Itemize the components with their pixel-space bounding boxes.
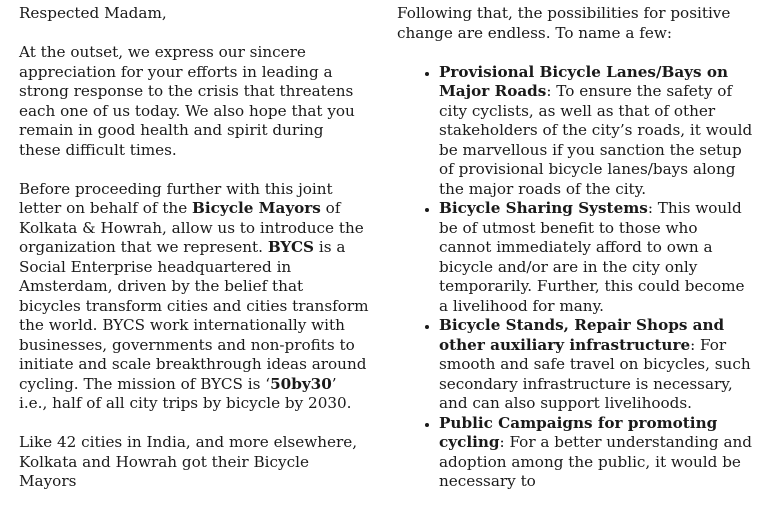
salutation: Respected Madam, (19, 4, 167, 22)
list-item-text: : For a better understanding and adoption among the public, it would be necessary to (439, 433, 753, 490)
list-item (439, 63, 753, 200)
intro-text-4: ’ i.e., half of all city trips by bicycle by 2030. (19, 374, 352, 412)
list-item-text: : To ensure the safety of city cyclists, as well as that of other stakeholders of the city’s roads, it would be marvellous if you sanction the setup of provisional bicycle lanes/bays along the major roads of the city. (439, 82, 753, 198)
intro-text-3: is a Social Enterprise headquartered in Amsterdam, driven by the belief that bicycles transform cities and cities transform the world. BYCS work internationally with businesses, governments and non-profits to initiate and scale breakthrough ideas around cycling. The mission of BYCS is ‘ (19, 238, 369, 393)
list-item-text: : For smooth and safe travel on bicycles, such secondary infrastructure is necessary, and can also support livelihoods. (439, 335, 751, 412)
list-item-text: : This would be of utmost benefit to those who cannot immediately afford to own a bicycle and/or are in the city only temporarily. Further, this could become a livelihood for many. (439, 199, 745, 315)
intro-text-1: Before proceeding further with this joint letter on behalf of the (19, 179, 333, 217)
list-item-title: Provisional Bicycle Lanes/Bays on Major Roads (439, 62, 729, 100)
cities-text-cut: Kolkata and Howrah got their Bicycle Mayors (19, 452, 309, 490)
paragraph-cities (19, 433, 369, 492)
right-column (397, 4, 753, 492)
proposal-list (397, 63, 753, 492)
mission-bold: 50by30 (270, 374, 332, 393)
list-item (439, 199, 753, 316)
list-item-title: Bicycle Stands, Repair Shops and other auxiliary infrastructure (439, 316, 725, 354)
paragraph-introduction (19, 180, 369, 414)
intro-text-2: of Kolkata & Howrah, allow us to introduce the organization that we represent. (19, 199, 364, 256)
possibilities-intro: Following that, the possibilities for positive change are endless. To name a few: (397, 4, 731, 42)
list-item-title: Public Campaigns for promoting cycling (439, 413, 718, 451)
paragraph-appreciation: At the outset, we express our sincere appreciation for your efforts in leading a strong response to the crisis that threatens each one of us today. We also hope that you remain in good health and spirit during these difficult times. (19, 43, 355, 159)
bycs-bold: BYCS (267, 238, 315, 256)
bicycle-mayors-bold: Bicycle Mayors (192, 199, 321, 217)
list-item (439, 316, 753, 414)
cities-text: Like 42 cities in India, and more elsewhere, (19, 433, 358, 451)
list-item-title: Bicycle Sharing Systems (439, 199, 648, 217)
left-column (19, 4, 369, 511)
list-item (439, 414, 753, 492)
